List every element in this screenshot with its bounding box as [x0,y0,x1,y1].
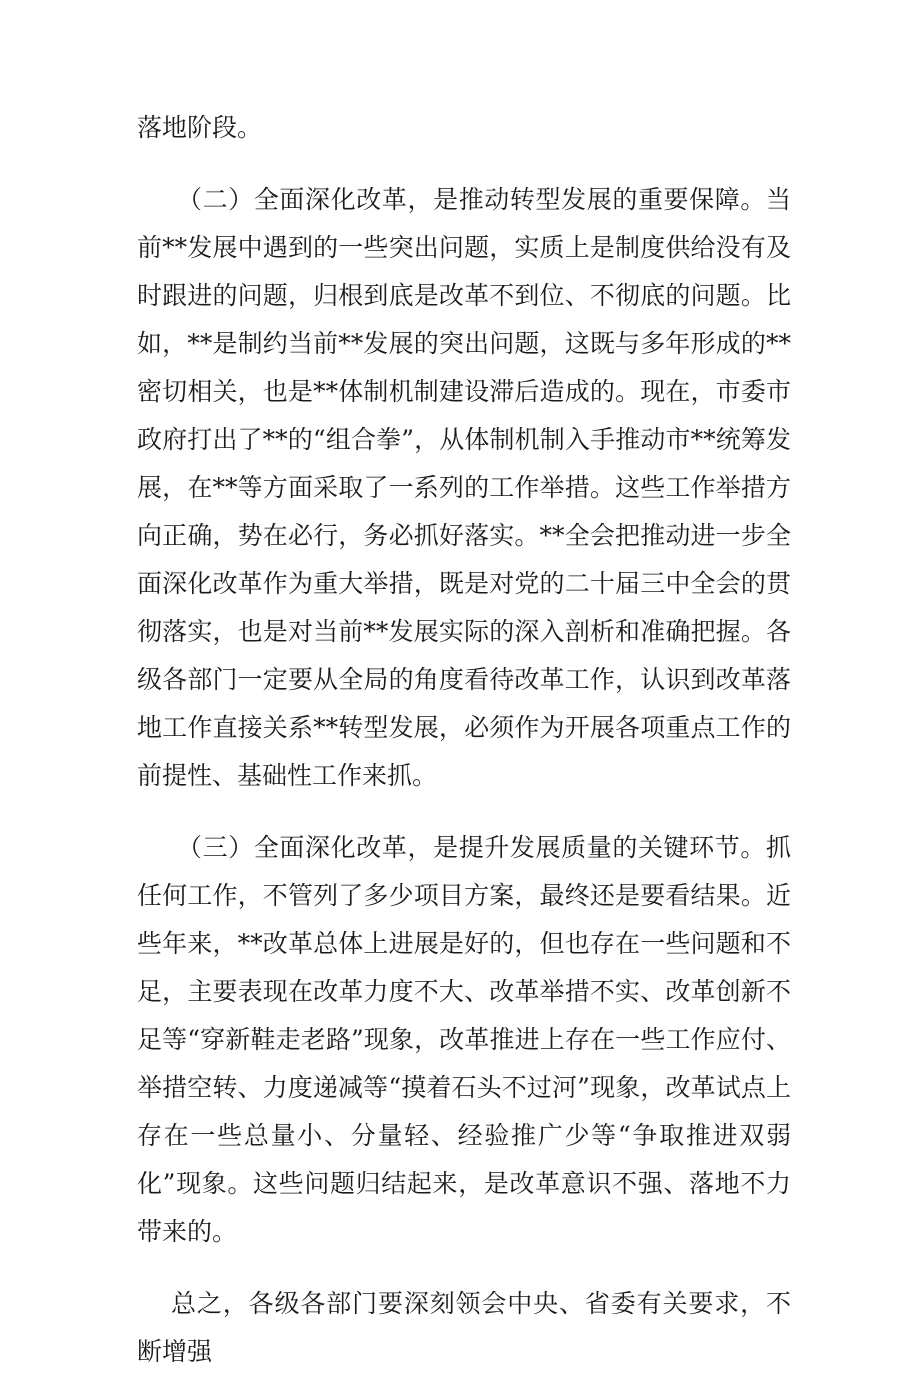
paragraph-section-three: （三）全面深化改革，是提升发展质量的关键环节。抓任何工作，不管列了多少项目方案，最终还是要看结果。近些年来，**改革总体上进展是好的，但也存在一些问题和不足，主要表现在改革力度不大、改革举措不实、改革创新不足等“穿新鞋走老路”现象，改革推进上存在一些工作应付、举措空转、力度递减等“摸着石头不过河”现象，改革试点上存在一些总量小、分量轻、经验推广少等“争取推进双弱化”现象。这些问题归结起来，是改革意识不强、落地不力带来的。 [137,833,791,1246]
paragraph-section-two: （二）全面深化改革，是推动转型发展的重要保障。当前**发展中遇到的一些突出问题，实质上是制度供给没有及时跟进的问题，归根到底是改革不到位、不彻底的问题。比如，**是制约当前**发展的突出问题，这既与多年形成的**密切相关，也是**体制机制建设滞后造成的。现在，市委市政府打出了**的“组合拳”，从体制机制入手推动市**统筹发展，在**等方面采取了一系列的工作举措。这些工作举措方向正确，势在必行，务必抓好落实。**全会把推动进一步全面深化改革作为重大举措，既是对党的二十届三中全会的贯彻落实，也是对当前**发展实际的深入剖析和准确把握。各级各部门一定要从全局的角度看待改革工作，认识到改革落地工作直接关系**转型发展，必须作为开展各项重点工作的前提性、基础性工作来抓。 [137,185,791,790]
paragraph-summary: 总之，各级各部门要深刻领会中央、省委有关要求，不断增强 [137,1289,791,1366]
document-body [137,104,791,1376]
paragraph-continuation: 落地阶段。 [137,113,263,142]
